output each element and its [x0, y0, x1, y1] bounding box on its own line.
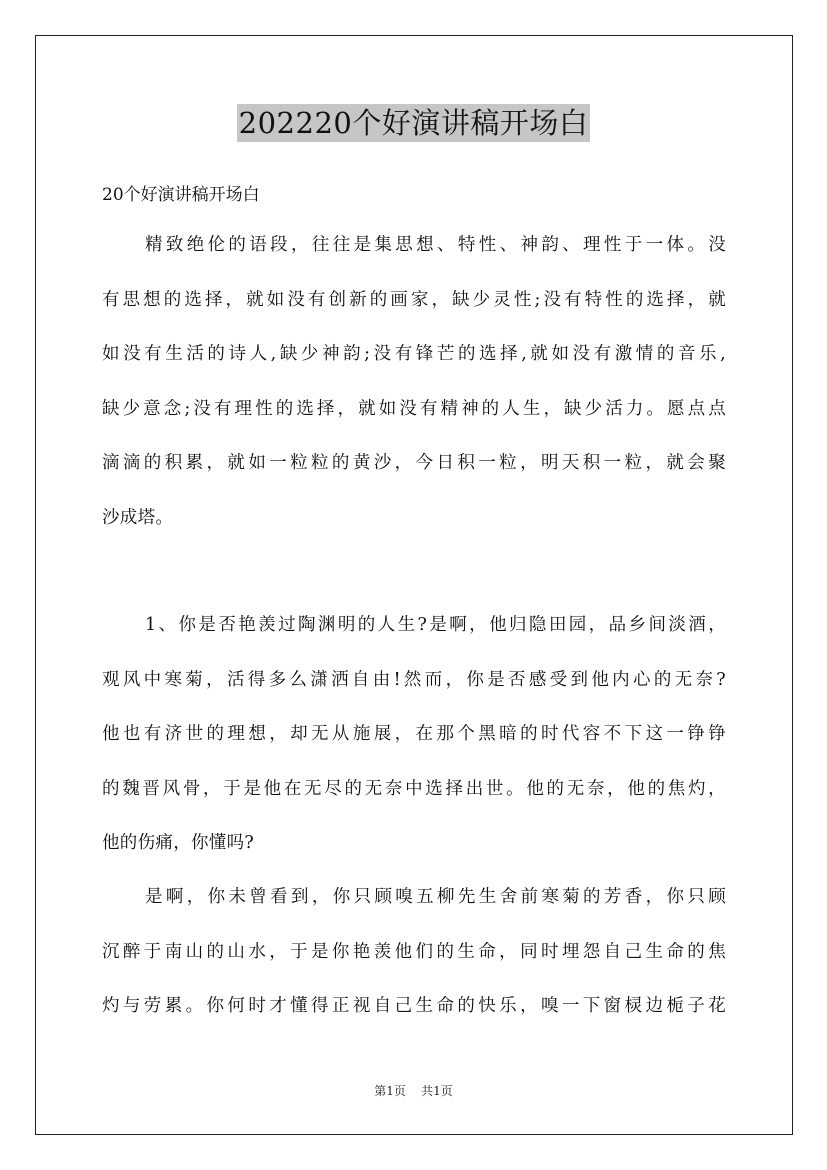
page-footer — [0, 1083, 827, 1099]
title-container — [0, 104, 827, 142]
paragraph-line: 有思想的选择，就如没有创新的画家，缺少灵性;没有特性的选择，就 — [102, 289, 726, 310]
paragraph-line: 观风中寒菊，活得多么潇洒自由!然而，你是否感受到他内心的无奈? — [102, 669, 726, 690]
paragraph-line: 是啊，你未曾看到，你只顾嗅五柳先生舍前寒菊的芳香，你只顾 — [145, 887, 726, 907]
paragraph-line: 灼与劳累。你何时才懂得正视自己生命的快乐，嗅一下窗棂边栀子花 — [102, 996, 726, 1016]
paragraph-3 — [102, 884, 726, 1048]
paragraph-line: 他也有济世的理想，却无从施展，在那个黑暗的时代容不下这一铮铮 — [102, 724, 726, 744]
paragraph-line: 1、你是否艳羡过陶渊明的人生?是啊，他归隐田园，品乡间淡酒， — [145, 615, 726, 635]
paragraph-line: 沉醉于南山的山水，于是你艳羡他们的生命，同时埋怨自己生命的焦 — [102, 941, 726, 962]
paragraph-line: 他的伤痛，你懂吗? — [102, 833, 255, 853]
page-total: 共1页 — [421, 1084, 453, 1098]
paragraph-2 — [102, 612, 726, 885]
document-subtitle: 20个好演讲稿开场白 — [102, 185, 260, 205]
paragraph-line: 的魏晋风骨，于是他在无尽的无奈中选择出世。他的无奈，他的焦灼， — [102, 778, 726, 799]
paragraph-line: 如没有生活的诗人,缺少神韵;没有锋芒的选择,就如没有激情的音乐, — [102, 344, 726, 364]
paragraph-1 — [102, 232, 726, 559]
paragraph-line: 缺少意念;没有理性的选择，就如没有精神的人生，缺少活力。愿点点 — [102, 398, 726, 419]
page-number: 第1页 — [374, 1084, 406, 1098]
paragraph-line: 沙成塔。 — [102, 507, 174, 528]
paragraph-line: 精致绝伦的语段，往往是集思想、特性、神韵、理性于一体。没 — [145, 235, 726, 255]
paragraph-line: 滴滴的积累，就如一粒粒的黄沙，今日积一粒，明天积一粒，就会聚 — [102, 453, 726, 473]
document-title: 202220个好演讲稿开场白 — [238, 106, 589, 140]
